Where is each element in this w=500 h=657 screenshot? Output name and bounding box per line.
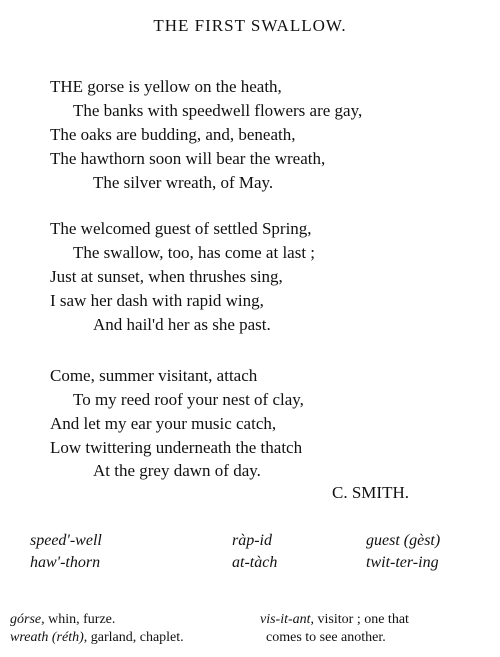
poem-line: Come, summer visitant, attach xyxy=(50,366,258,385)
gloss-definition: , garland, chaplet. xyxy=(83,630,184,645)
gloss-definition: , whin, furze. xyxy=(41,612,116,627)
poem-line: The swallow, too, has come at last ; xyxy=(73,243,316,262)
gloss-definition: , visitor ; one that xyxy=(310,612,409,627)
poem-line: THE gorse is yellow on the heath, xyxy=(50,77,282,96)
poem-author: C. SMITH. xyxy=(332,483,409,502)
gloss-term: wreath (réth) xyxy=(10,630,84,645)
poem-line: Just at sunset, when thrushes sing, xyxy=(50,267,283,286)
poem-line: To my reed roof your nest of clay, xyxy=(73,390,304,409)
gloss-visitant xyxy=(260,611,409,629)
vocab-word: guest (gèst) xyxy=(366,532,441,549)
poem-line: Low twittering underneath the thatch xyxy=(50,438,303,457)
poem-line: The hawthorn soon will bear the wreath, xyxy=(50,149,326,168)
vocab-word: at-tàch xyxy=(232,554,278,571)
poem-line: I saw her dash with rapid wing, xyxy=(50,291,264,310)
gloss-wreath xyxy=(10,629,184,647)
poem-line: And hail'd her as she past. xyxy=(93,315,271,334)
poem-line: At the grey dawn of day. xyxy=(93,461,261,480)
poem-line: The oaks are budding, and, beneath, xyxy=(50,125,296,144)
gloss-visitant-continued: comes to see another. xyxy=(266,630,386,645)
vocab-word: ràp-id xyxy=(232,532,272,549)
gloss-term: górse xyxy=(10,612,42,627)
gloss-gorse xyxy=(10,611,115,629)
poem-title: THE FIRST SWALLOW. xyxy=(153,16,347,35)
vocab-word: speed'-well xyxy=(30,532,102,549)
poem-line: The silver wreath, of May. xyxy=(93,173,274,192)
poem-line: The banks with speedwell flowers are gay, xyxy=(73,101,363,120)
poem-line: And let my ear your music catch, xyxy=(50,414,277,433)
vocab-word: haw'-thorn xyxy=(30,554,101,571)
gloss-term: vis-it-ant xyxy=(260,612,311,627)
vocab-word: twit-ter-ing xyxy=(366,554,439,571)
poem-line: The welcomed guest of settled Spring, xyxy=(50,219,312,238)
